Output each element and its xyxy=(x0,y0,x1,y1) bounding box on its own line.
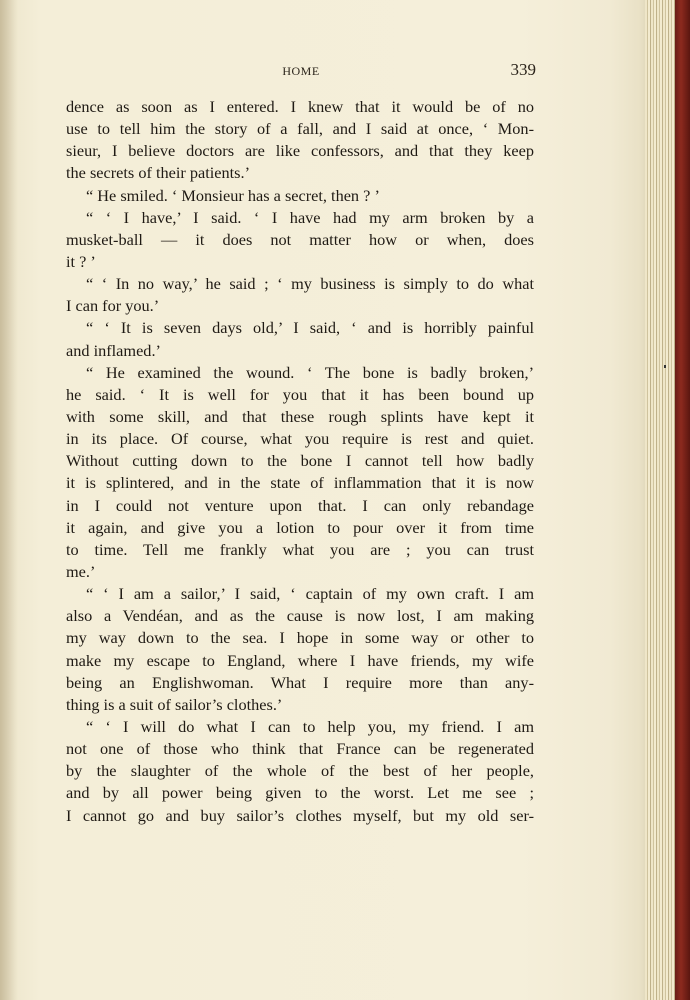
text-line: it ? ’ xyxy=(66,251,96,271)
text-line: by the slaughter of the whole of the best of her people, xyxy=(66,761,534,781)
text-line: the secrets of their patients.’ xyxy=(66,163,250,183)
text-line: in its place. Of course, what you require is rest and quiet. xyxy=(66,429,534,449)
running-head: HOME xyxy=(282,64,320,78)
page-number: 339 xyxy=(510,60,536,79)
text-line: “ ‘ I am a sailor,’ I said, ‘ captain of my own craft. I am xyxy=(86,584,534,604)
text-line: dence as soon as I entered. I knew that it would be of no xyxy=(66,97,534,116)
text-line: he said. ‘ It is well for you that it has been bound up xyxy=(66,384,534,404)
text-line: sieur, I believe doctors are like confessors, and that they keep xyxy=(66,141,534,161)
text-line: I can for you.’ xyxy=(66,296,160,316)
text-line: “ He examined the wound. ‘ The bone is badly broken,’ xyxy=(86,362,534,382)
text-line: to time. Tell me frankly what you are ; you can trust xyxy=(66,539,534,559)
text-line: in I could not venture upon that. I can only rebandage xyxy=(66,495,534,515)
text-line: and by all power being given to the worst. Let me see ; xyxy=(66,783,534,803)
book-cover-edge xyxy=(675,0,690,1000)
text-line: I cannot go and buy sailor’s clothes myself, but my old ser- xyxy=(66,805,534,825)
text-line: make my escape to England, where I have friends, my wife xyxy=(66,650,534,670)
gutter-shadow xyxy=(0,0,18,1000)
text-line: use to tell him the story of a fall, and I said at once, ‘ Mon- xyxy=(66,119,534,139)
text-line: “ ‘ In no way,’ he said ; ‘ my business is simply to do what xyxy=(86,274,534,294)
text-line: “ ‘ I will do what I can to help you, my friend. I am xyxy=(86,716,534,736)
text-line: with some skill, and that these rough splints have kept it xyxy=(66,406,534,426)
page-header xyxy=(66,60,536,84)
text-line: me.’ xyxy=(66,561,96,581)
text-line: Without cutting down to the bone I cannot tell how badly xyxy=(66,451,534,471)
text-line: thing is a suit of sailor’s clothes.’ xyxy=(66,694,283,714)
text-line: “ He smiled. ‘ Monsieur has a secret, then ? ’ xyxy=(86,185,380,205)
body-text xyxy=(66,96,534,827)
text-line: and inflamed.’ xyxy=(66,340,161,360)
text-line: “ ‘ I have,’ I said. ‘ I have had my arm broken by a xyxy=(86,207,534,227)
text-line: musket-ball — it does not matter how or when, does xyxy=(66,229,534,249)
text-line: it again, and give you a lotion to pour over it from time xyxy=(66,517,534,537)
text-line: not one of those who think that France can be regenerated xyxy=(66,739,534,759)
text-line: it is splintered, and in the state of inflammation that it is now xyxy=(66,473,534,493)
text-line: also a Vendéan, and as the cause is now lost, I am making xyxy=(66,606,534,626)
text-line: “ ‘ It is seven days old,’ I said, ‘ and is horribly painful xyxy=(86,318,534,338)
text-line: being an Englishwoman. What I require more than any- xyxy=(66,672,534,692)
text-line: my way down to the sea. I hope in some way or other to xyxy=(66,628,534,648)
edge-mark xyxy=(664,365,666,368)
